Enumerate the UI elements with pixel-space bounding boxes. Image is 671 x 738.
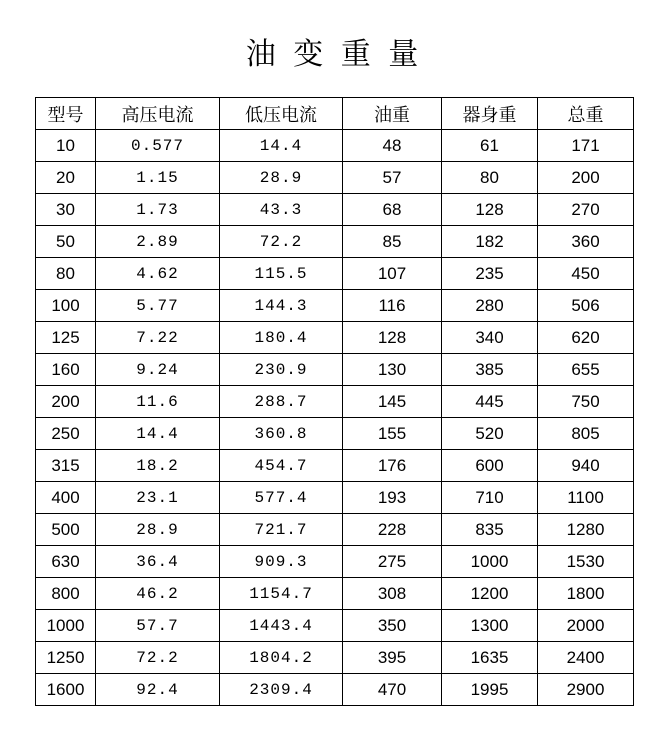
body-weight-cell: 385	[442, 354, 538, 386]
lv-current-cell: 115.5	[220, 258, 343, 290]
table-body	[36, 130, 634, 706]
hv-current-cell: 92.4	[96, 674, 220, 706]
body-weight-cell: 600	[442, 450, 538, 482]
lv-current-cell: 288.7	[220, 386, 343, 418]
oil-weight-cell: 228	[343, 514, 442, 546]
oil-weight-cell: 395	[343, 642, 442, 674]
model-cell: 630	[36, 546, 96, 578]
hv-current-cell: 2.89	[96, 226, 220, 258]
header-hv-current: 高压电流	[96, 98, 220, 130]
hv-current-cell: 72.2	[96, 642, 220, 674]
oil-weight-cell: 85	[343, 226, 442, 258]
lv-current-cell: 2309.4	[220, 674, 343, 706]
lv-current-cell: 43.3	[220, 194, 343, 226]
hv-current-cell: 46.2	[96, 578, 220, 610]
lv-current-cell: 230.9	[220, 354, 343, 386]
table-row	[36, 258, 634, 290]
model-cell: 315	[36, 450, 96, 482]
oil-weight-cell: 130	[343, 354, 442, 386]
total-weight-cell: 1100	[538, 482, 634, 514]
total-weight-cell: 1530	[538, 546, 634, 578]
header-model: 型号	[36, 98, 96, 130]
total-weight-cell: 1800	[538, 578, 634, 610]
table-row	[36, 162, 634, 194]
body-weight-cell: 445	[442, 386, 538, 418]
total-weight-cell: 1280	[538, 514, 634, 546]
body-weight-cell: 235	[442, 258, 538, 290]
lv-current-cell: 28.9	[220, 162, 343, 194]
model-cell: 125	[36, 322, 96, 354]
table-row	[36, 290, 634, 322]
hv-current-cell: 4.62	[96, 258, 220, 290]
hv-current-cell: 18.2	[96, 450, 220, 482]
model-cell: 80	[36, 258, 96, 290]
hv-current-cell: 14.4	[96, 418, 220, 450]
oil-weight-cell: 116	[343, 290, 442, 322]
table-row	[36, 450, 634, 482]
total-weight-cell: 655	[538, 354, 634, 386]
lv-current-cell: 454.7	[220, 450, 343, 482]
model-cell: 800	[36, 578, 96, 610]
total-weight-cell: 750	[538, 386, 634, 418]
oil-weight-cell: 107	[343, 258, 442, 290]
total-weight-cell: 2900	[538, 674, 634, 706]
table-row	[36, 610, 634, 642]
table-row	[36, 642, 634, 674]
total-weight-cell: 171	[538, 130, 634, 162]
hv-current-cell: 11.6	[96, 386, 220, 418]
hv-current-cell: 36.4	[96, 546, 220, 578]
model-cell: 1000	[36, 610, 96, 642]
hv-current-cell: 5.77	[96, 290, 220, 322]
total-weight-cell: 940	[538, 450, 634, 482]
table-row	[36, 354, 634, 386]
table-row	[36, 386, 634, 418]
lv-current-cell: 144.3	[220, 290, 343, 322]
model-cell: 400	[36, 482, 96, 514]
lv-current-cell: 72.2	[220, 226, 343, 258]
model-cell: 10	[36, 130, 96, 162]
hv-current-cell: 1.73	[96, 194, 220, 226]
body-weight-cell: 835	[442, 514, 538, 546]
oil-transformer-weight-table	[35, 97, 634, 706]
body-weight-cell: 340	[442, 322, 538, 354]
total-weight-cell: 270	[538, 194, 634, 226]
header-oil-weight: 油重	[343, 98, 442, 130]
oil-weight-cell: 155	[343, 418, 442, 450]
body-weight-cell: 80	[442, 162, 538, 194]
body-weight-cell: 1635	[442, 642, 538, 674]
header-total-weight: 总重	[538, 98, 634, 130]
body-weight-cell: 1995	[442, 674, 538, 706]
oil-weight-cell: 350	[343, 610, 442, 642]
body-weight-cell: 280	[442, 290, 538, 322]
lv-current-cell: 1804.2	[220, 642, 343, 674]
body-weight-cell: 1000	[442, 546, 538, 578]
body-weight-cell: 61	[442, 130, 538, 162]
header-body-weight: 器身重	[442, 98, 538, 130]
model-cell: 160	[36, 354, 96, 386]
oil-weight-cell: 193	[343, 482, 442, 514]
table-row	[36, 194, 634, 226]
model-cell: 250	[36, 418, 96, 450]
table-row	[36, 578, 634, 610]
lv-current-cell: 909.3	[220, 546, 343, 578]
total-weight-cell: 620	[538, 322, 634, 354]
oil-weight-cell: 470	[343, 674, 442, 706]
oil-weight-cell: 128	[343, 322, 442, 354]
total-weight-cell: 2000	[538, 610, 634, 642]
model-cell: 100	[36, 290, 96, 322]
total-weight-cell: 506	[538, 290, 634, 322]
total-weight-cell: 805	[538, 418, 634, 450]
oil-weight-cell: 68	[343, 194, 442, 226]
oil-weight-cell: 176	[343, 450, 442, 482]
hv-current-cell: 0.577	[96, 130, 220, 162]
hv-current-cell: 28.9	[96, 514, 220, 546]
lv-current-cell: 360.8	[220, 418, 343, 450]
lv-current-cell: 180.4	[220, 322, 343, 354]
total-weight-cell: 2400	[538, 642, 634, 674]
header-lv-current: 低压电流	[220, 98, 343, 130]
oil-weight-cell: 145	[343, 386, 442, 418]
oil-weight-cell: 308	[343, 578, 442, 610]
hv-current-cell: 7.22	[96, 322, 220, 354]
oil-weight-cell: 48	[343, 130, 442, 162]
hv-current-cell: 1.15	[96, 162, 220, 194]
total-weight-cell: 450	[538, 258, 634, 290]
model-cell: 20	[36, 162, 96, 194]
hv-current-cell: 9.24	[96, 354, 220, 386]
total-weight-cell: 200	[538, 162, 634, 194]
model-cell: 30	[36, 194, 96, 226]
model-cell: 50	[36, 226, 96, 258]
table-row	[36, 418, 634, 450]
model-cell: 500	[36, 514, 96, 546]
table-row	[36, 514, 634, 546]
table-row	[36, 674, 634, 706]
lv-current-cell: 1154.7	[220, 578, 343, 610]
total-weight-cell: 360	[538, 226, 634, 258]
body-weight-cell: 1300	[442, 610, 538, 642]
body-weight-cell: 520	[442, 418, 538, 450]
model-cell: 200	[36, 386, 96, 418]
lv-current-cell: 1443.4	[220, 610, 343, 642]
body-weight-cell: 1200	[442, 578, 538, 610]
hv-current-cell: 57.7	[96, 610, 220, 642]
table-row	[36, 482, 634, 514]
table-row	[36, 546, 634, 578]
table-row	[36, 322, 634, 354]
oil-weight-cell: 57	[343, 162, 442, 194]
hv-current-cell: 23.1	[96, 482, 220, 514]
model-cell: 1600	[36, 674, 96, 706]
lv-current-cell: 721.7	[220, 514, 343, 546]
oil-weight-cell: 275	[343, 546, 442, 578]
lv-current-cell: 577.4	[220, 482, 343, 514]
body-weight-cell: 710	[442, 482, 538, 514]
body-weight-cell: 182	[442, 226, 538, 258]
lv-current-cell: 14.4	[220, 130, 343, 162]
table-header-row	[36, 98, 634, 130]
body-weight-cell: 128	[442, 194, 538, 226]
page-title: 油 变 重 量	[245, 37, 423, 72]
model-cell: 1250	[36, 642, 96, 674]
table-row	[36, 226, 634, 258]
table-row	[36, 130, 634, 162]
